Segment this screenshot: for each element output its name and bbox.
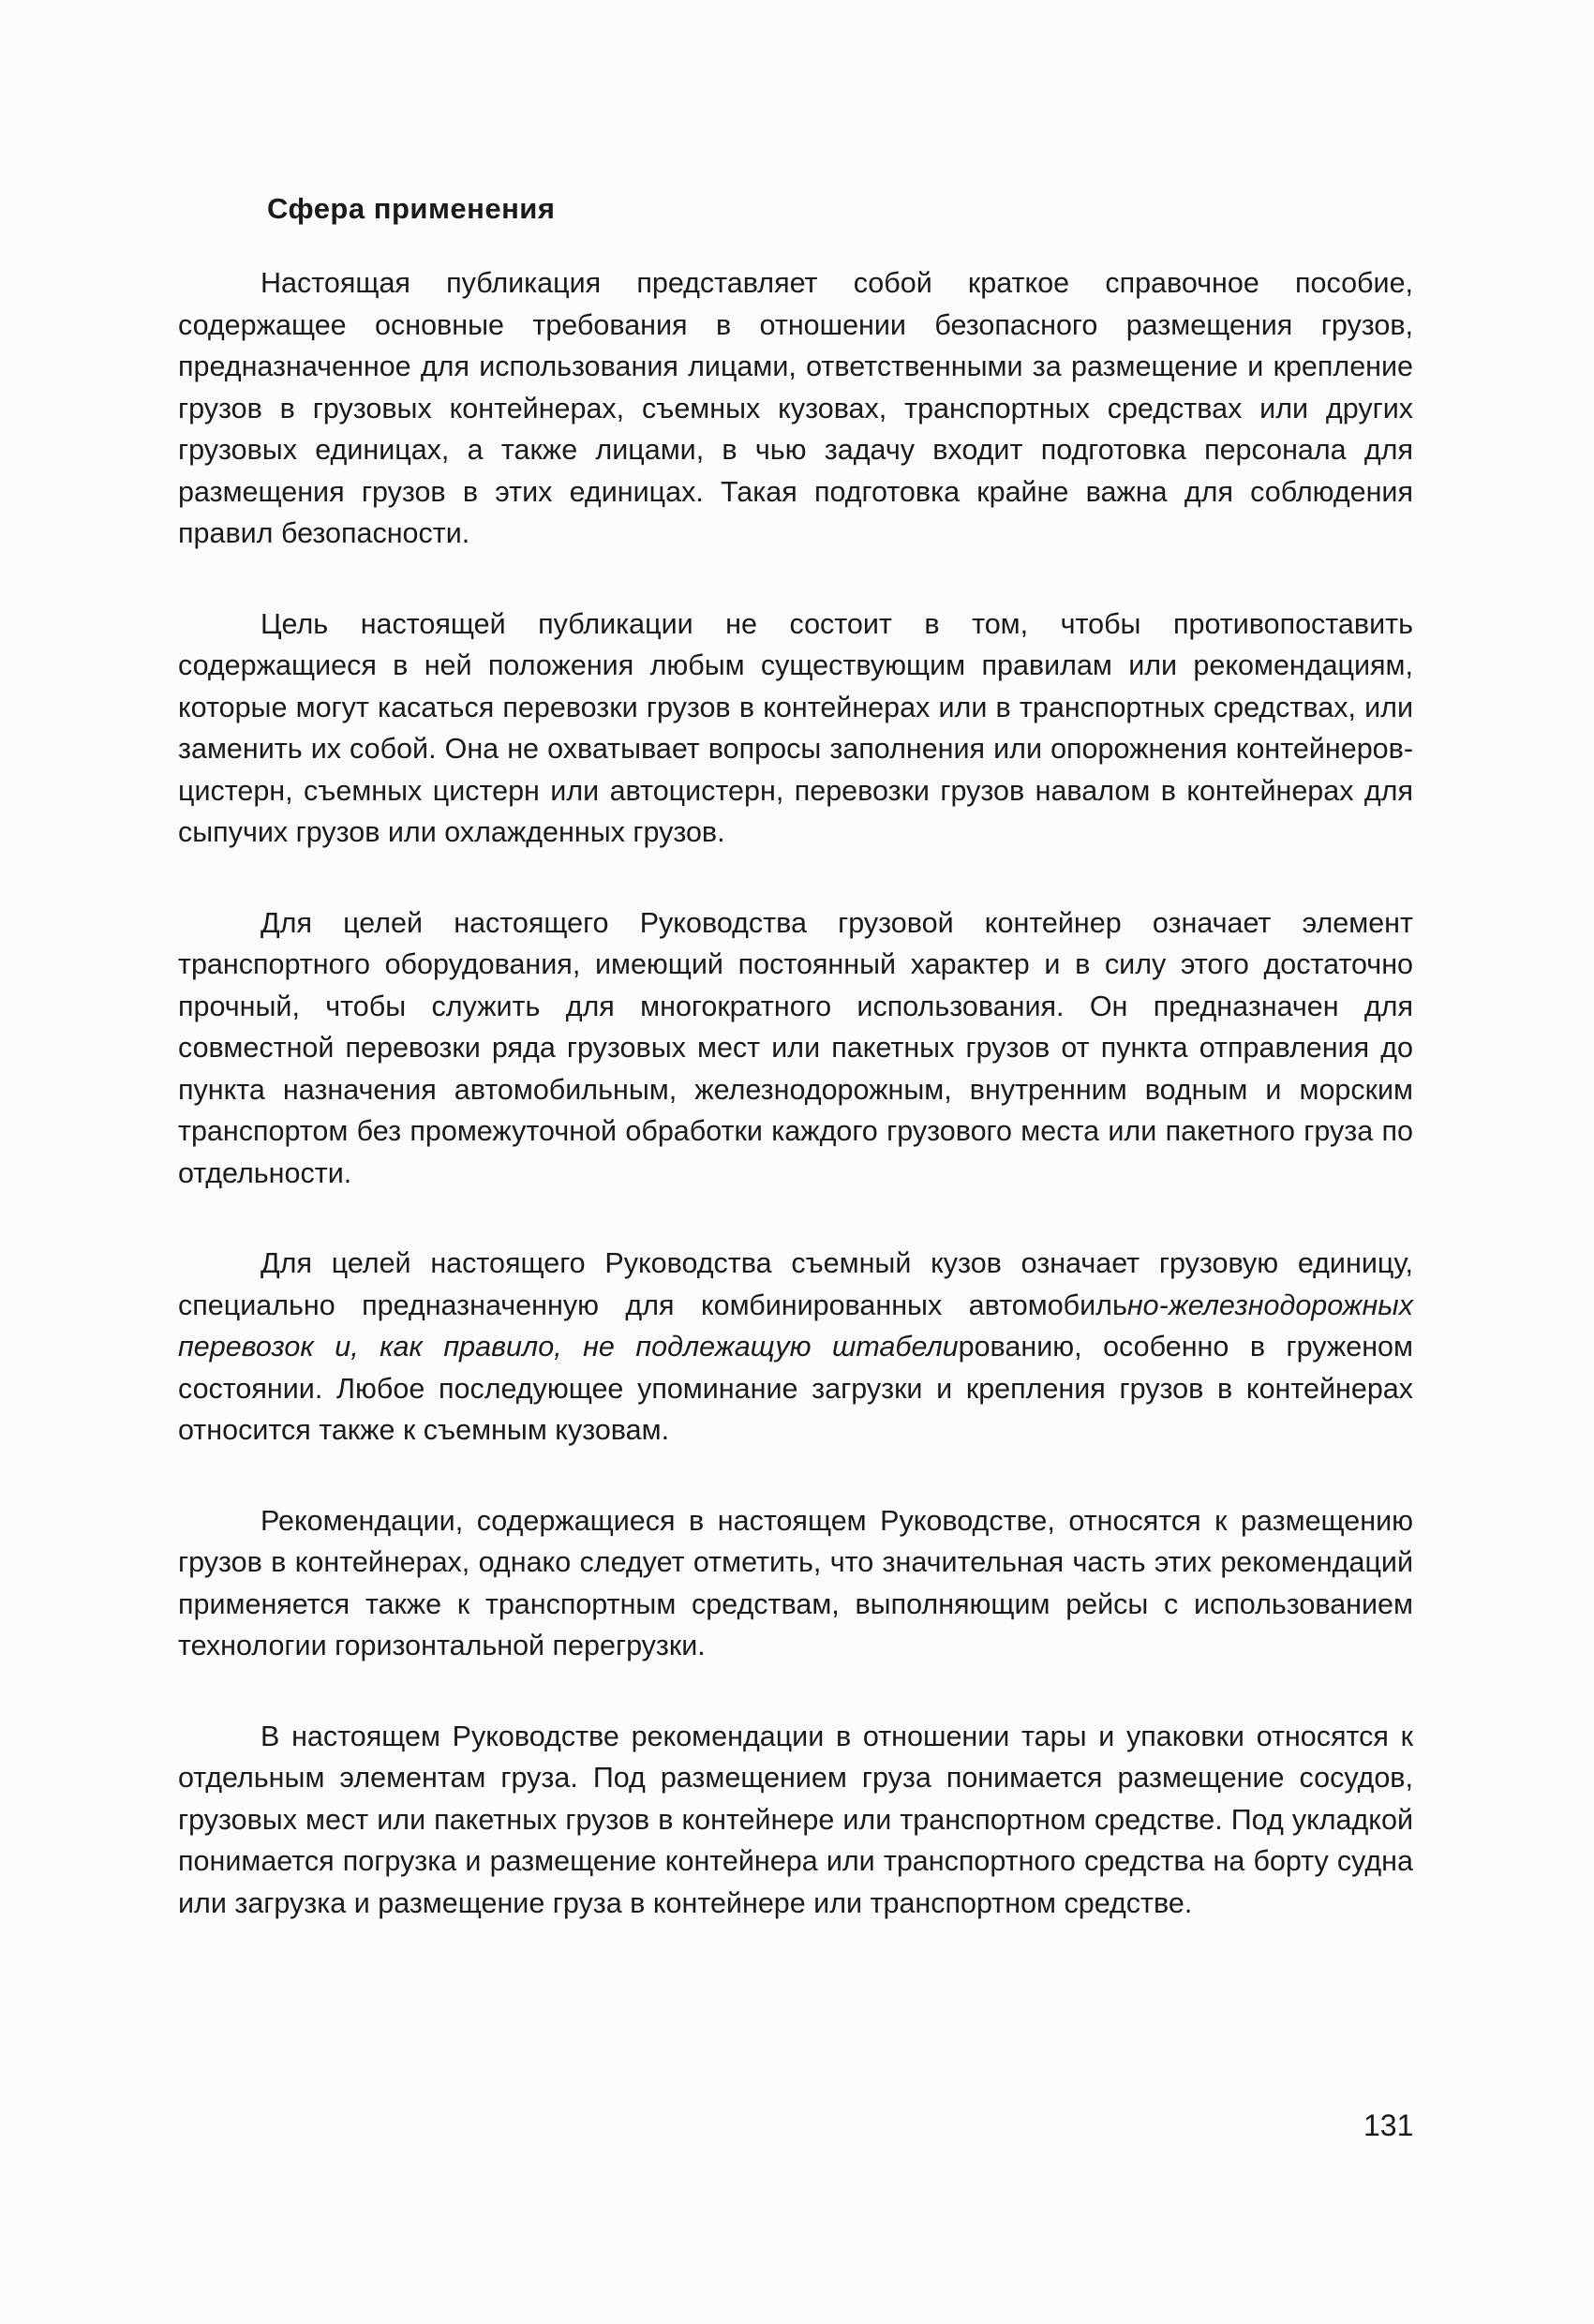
paragraph-freight-container-definition: Для целей настоящего Руководства грузовой контейнер означает элемент транспортного оборудования, имеющий постоянный характер и в силу этого достаточно прочный, чтобы служить для многократного использования. Он предназначен для совместной перевозки ряда грузовых мест или пакетных грузов от пункта отправления до пункта назначения автомобильным, железнодорожным, внутренним водным и морским транспортом без промежуточной обработки каждого грузового места или пакетного груза по отдельности.	[178, 906, 1413, 1189]
swap-body-text-end: рованию, особенно в груженом состоянии. Любое последующее упоминание загрузки и крепления грузов в контейнерах относится также к съемным кузовам.	[178, 1331, 1413, 1446]
paragraph-terminology: В настоящем Руководстве рекомендации в отношении тары и упаковки относятся к отдельным элементам груза. Под размещением груза понимается размещение сосудов, грузовых мест или пакетных грузов в контейнере или транспортном средстве. Под укладкой понимается погрузка и размещение контейнера или транспортного средства на борту судна или загрузка и размещение груза в контейнере или транспортном средстве.	[178, 1720, 1413, 1919]
section-heading: Сфера применения	[267, 192, 556, 225]
paragraph-scope: Настоящая публикация представляет собой краткое справочное пособие, содержащее основные требования в отношении безопасного размещения грузов, предназначенное для использования лицами, ответственными за размещение и крепление грузов в грузовых контейнерах, съемных кузовах, транспортных средствах или других грузовых единицах, а также лицами, в чью задачу входит подготовка персонала для размещения грузов в этих единицах. Такая подготовка крайне важна для соблюдения правил безопасности.	[178, 267, 1413, 549]
paragraph-purpose: Цель настоящей публикации не состоит в том, чтобы противопоставить содержащиеся в ней положения любым существующим правилам или рекомендациям, которые могут касаться перевозки грузов в контейнерах или в транспортных средствах, или заменить их собой. Она не охватывает вопросы заполнения или опорожнения контейнеров-цистерн, съемных цистерн или автоцистерн, перевозки грузов навалом в контейнерах для сыпучих грузов или охлажденных грузов.	[178, 607, 1413, 848]
paragraph-recommendations-scope: Рекомендации, содержащиеся в настоящем Руководстве, относятся к размещению грузов в контейнерах, однако следует отметить, что значительная часть этих рекомендаций применяется также к транспортным средствам, выполняющим рейсы с использованием технологии горизонтальной перегрузки.	[178, 1504, 1413, 1661]
swap-body-text-start: Для целей настоящего Руководства съемный кузов означает грузовую единицу, специально предназначенную для комбинированных автомобиль	[178, 1247, 1413, 1321]
document-body	[178, 262, 1413, 1973]
swap-body-text-italic: но-железнодорожных перевозок и, как правило, не подлежащую штабели	[178, 1289, 1413, 1363]
paragraph-swap-body-definition	[178, 1243, 1413, 1452]
page-number: 131	[1363, 2108, 1414, 2142]
